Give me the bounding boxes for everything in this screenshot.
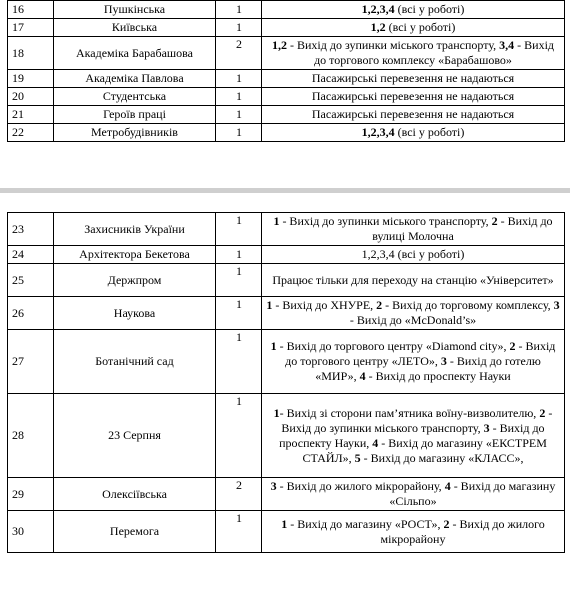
table-row bbox=[8, 213, 565, 246]
station-name: Наукова bbox=[54, 297, 216, 330]
exit-number: 1 bbox=[273, 405, 280, 420]
exits-description bbox=[262, 19, 565, 37]
exit-number: 1 bbox=[281, 516, 288, 531]
table-row bbox=[8, 106, 565, 124]
station-number: 26 bbox=[8, 297, 54, 330]
exit-text: - Вихід до торгового центру «Diamond city», bbox=[276, 339, 510, 353]
station-name: Пушкінська bbox=[54, 1, 216, 19]
exit-number: 2 bbox=[491, 214, 498, 228]
exit-number: 5 bbox=[354, 450, 361, 465]
exit-text: - Вихід до вулиці Молочна bbox=[372, 214, 553, 243]
vestibule-count: 2 bbox=[216, 37, 262, 70]
exit-text: - Вихід до ХНУРЕ, bbox=[272, 298, 377, 312]
exits-description bbox=[262, 37, 565, 70]
exits-description bbox=[262, 297, 565, 330]
exits-description bbox=[262, 478, 565, 511]
exits-description bbox=[262, 1, 565, 19]
station-name: Академіка Барабашова bbox=[54, 37, 216, 70]
exit-number: 1,2 bbox=[370, 20, 386, 34]
table-row bbox=[8, 264, 565, 297]
station-number: 24 bbox=[8, 246, 54, 264]
table-row bbox=[8, 19, 565, 37]
exit-text: - Вихід до магазину «ЕКСТРЕМ СТАЙЛ», bbox=[302, 435, 547, 465]
vestibule-count: 1 bbox=[216, 106, 262, 124]
exit-number: 3,4 bbox=[499, 38, 515, 52]
exit-number: 3 bbox=[553, 298, 560, 312]
exits-description bbox=[262, 330, 565, 394]
exit-number: 1 bbox=[273, 214, 280, 228]
exit-text: (всі у роботі) bbox=[394, 125, 465, 139]
exit-text: 1,2,3,4 (всі у роботі) bbox=[361, 247, 465, 261]
exit-text: - Вихід до жилого мікрорайону, bbox=[276, 479, 445, 493]
exits-description bbox=[262, 213, 565, 246]
exit-number: 4 bbox=[359, 369, 366, 383]
exit-number: 3 bbox=[483, 420, 490, 435]
station-number: 18 bbox=[8, 37, 54, 70]
vestibule-count: 1 bbox=[216, 330, 262, 394]
exit-number: 2 bbox=[443, 516, 450, 531]
exits-description bbox=[262, 124, 565, 142]
station-number: 27 bbox=[8, 330, 54, 394]
vestibule-count: 1 bbox=[216, 246, 262, 264]
station-number: 19 bbox=[8, 70, 54, 88]
vestibule-count: 1 bbox=[216, 297, 262, 330]
vestibule-count: 2 bbox=[216, 478, 262, 511]
exit-text: Пасажирські перевезення не надаються bbox=[311, 71, 515, 85]
exits-description bbox=[262, 264, 565, 297]
exit-number: 1,2,3,4 bbox=[361, 2, 395, 16]
vestibule-count: 1 bbox=[216, 264, 262, 297]
exit-text: - Вихід до магазину «РОСТ», bbox=[287, 516, 444, 531]
station-name: Академіка Павлова bbox=[54, 70, 216, 88]
station-name: Архітектора Бекетова bbox=[54, 246, 216, 264]
exit-text: - Вихід до торгового центру «ЛЕТО», bbox=[285, 339, 556, 368]
station-number: 30 bbox=[8, 511, 54, 553]
exit-number: 4 bbox=[372, 435, 379, 450]
exits-description bbox=[262, 246, 565, 264]
exit-text: - Вихід до «McDonald’s» bbox=[349, 313, 477, 327]
vestibule-count: 1 bbox=[216, 88, 262, 106]
exits-description bbox=[262, 70, 565, 88]
vestibule-count: 1 bbox=[216, 511, 262, 553]
vestibule-count: 1 bbox=[216, 124, 262, 142]
table-row bbox=[8, 478, 565, 511]
table-row bbox=[8, 88, 565, 106]
exit-text: Працює тільки для переходу на станцію «Університет» bbox=[272, 272, 554, 287]
exit-text: - Вихід до торговому комплексу, bbox=[382, 298, 554, 312]
exits-description bbox=[262, 88, 565, 106]
station-number: 22 bbox=[8, 124, 54, 142]
station-name: Ботанічний сад bbox=[54, 330, 216, 394]
exit-text: - Вихід до магазину «Сільпо» bbox=[389, 479, 556, 508]
table-row bbox=[8, 1, 565, 19]
exit-number: 1 bbox=[266, 298, 273, 312]
exit-text: - Вихід до зупинки міського транспорту, bbox=[279, 214, 492, 228]
table-row bbox=[8, 511, 565, 553]
station-number: 29 bbox=[8, 478, 54, 511]
exit-text: - Вихід до зупинки міського транспорту, bbox=[281, 405, 553, 435]
page-separator bbox=[0, 188, 570, 193]
table-row bbox=[8, 70, 565, 88]
table-row bbox=[8, 37, 565, 70]
exit-number: 2 bbox=[376, 298, 383, 312]
stations-table-top bbox=[7, 0, 565, 142]
station-name: Олексіївська bbox=[54, 478, 216, 511]
exit-number: 2 bbox=[539, 405, 546, 420]
exit-text: - Вихід до проспекту Науки bbox=[365, 369, 511, 383]
table-row bbox=[8, 297, 565, 330]
exit-number: 3 bbox=[270, 479, 277, 493]
table-row bbox=[8, 246, 565, 264]
exit-text: - Вихід до зупинки міського транспорту, bbox=[286, 38, 500, 52]
station-number: 17 bbox=[8, 19, 54, 37]
exit-number: 1,2 bbox=[271, 38, 287, 52]
exits-description bbox=[262, 106, 565, 124]
station-number: 16 bbox=[8, 1, 54, 19]
station-name: Студентська bbox=[54, 88, 216, 106]
table-row bbox=[8, 124, 565, 142]
vestibule-count: 1 bbox=[216, 394, 262, 478]
exit-text: - Вихід до жилого мікрорайону bbox=[380, 516, 545, 546]
station-name: Перемога bbox=[54, 511, 216, 553]
exit-number: 4 bbox=[444, 479, 451, 493]
exit-text: - Вихід до проспекту Науки, bbox=[279, 420, 545, 450]
station-name: Захисників України bbox=[54, 213, 216, 246]
station-name: Метробудівників bbox=[54, 124, 216, 142]
table-row bbox=[8, 394, 565, 478]
exits-description bbox=[262, 511, 565, 553]
exit-number: 1 bbox=[270, 339, 277, 353]
station-name: Держпром bbox=[54, 264, 216, 297]
station-name: Київська bbox=[54, 19, 216, 37]
station-number: 20 bbox=[8, 88, 54, 106]
exit-text: (всі у роботі) bbox=[394, 2, 465, 16]
exit-number: 1,2,3,4 bbox=[361, 125, 395, 139]
vestibule-count: 1 bbox=[216, 19, 262, 37]
exit-text: - Вихід до магазину «КЛАСС», bbox=[360, 450, 524, 465]
exit-text: (всі у роботі) bbox=[385, 20, 456, 34]
exit-number: 2 bbox=[509, 339, 516, 353]
station-name: Героїв праці bbox=[54, 106, 216, 124]
exit-text: - Вихід зі сторони пам’ятника воїну-визволителю, bbox=[279, 405, 540, 420]
station-name: 23 Серпня bbox=[54, 394, 216, 478]
vestibule-count: 1 bbox=[216, 213, 262, 246]
station-number: 21 bbox=[8, 106, 54, 124]
station-number: 25 bbox=[8, 264, 54, 297]
vestibule-count: 1 bbox=[216, 70, 262, 88]
station-number: 23 bbox=[8, 213, 54, 246]
table-row bbox=[8, 330, 565, 394]
exit-number: 3 bbox=[440, 354, 447, 368]
exits-description bbox=[262, 394, 565, 478]
exit-text: - Вихід до готелю «МИР», bbox=[315, 354, 541, 383]
exit-text: - Вихід до торгового комплексу «Барабашово» bbox=[314, 38, 555, 67]
station-number: 28 bbox=[8, 394, 54, 478]
vestibule-count: 1 bbox=[216, 1, 262, 19]
exit-text: Пасажирські перевезення не надаються bbox=[311, 89, 515, 103]
stations-table-bottom bbox=[7, 212, 565, 553]
exit-text: Пасажирські перевезення не надаються bbox=[311, 107, 515, 121]
